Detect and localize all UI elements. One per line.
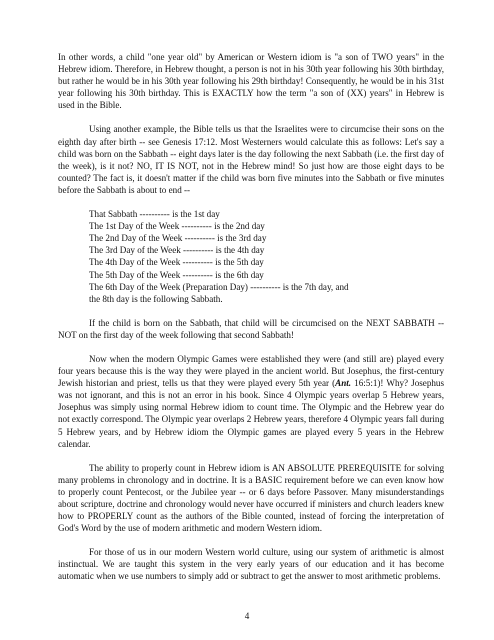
paragraph-gap — [58, 305, 444, 317]
olympic-text-start: Now when the modern Olympic Games were established they were (and still are) played every four years because this is the way they were played in the ancient world. But Josephus, the first-century Jewish historian and priest, tells us that they were played every 5th year ( — [58, 353, 444, 389]
day-count-item: the 8th day is the following Sabbath. — [89, 293, 223, 304]
paragraph-hebrew-age-idiom: In other words, a child "one year old" by American or Western idiom is "a son of TWO years" in the Hebrew idiom. Therefore, in Hebrew thought, a person is not in his 30th year following his 30th birthday, but rather he would be in his 30th year following his 29th birthday! Consequently, he would be in his 31st year following his 30th birthday. This is EXACTLY how the term "a son of (XX) years" in Hebrew is used in the Bible. — [58, 52, 444, 111]
paragraph-gap — [58, 111, 444, 123]
day-count-item: The 5th Day of the Week ---------- is the 6th day — [89, 269, 264, 280]
day-count-item: The 6th Day of the Week (Preparation Day) ---------- is the 7th day, and — [89, 281, 349, 292]
day-count-list — [58, 208, 444, 305]
paragraph-sabbath-conclusion: If the child is born on the Sabbath, that child will be circumcised on the NEXT SABBATH -- NOT on the first day of the week following that second Sabbath! — [58, 317, 444, 340]
day-count-item: That Sabbath ---------- is the 1st day — [89, 209, 220, 220]
page-number: 4 — [244, 611, 250, 621]
paragraph-gap — [58, 196, 444, 208]
day-count-item: The 3rd Day of the Week ---------- is the 4th day — [89, 245, 265, 256]
paragraph-western-arithmetic: For those of us in our modern Western world culture, using our system of arithmetic is almost instinctual. We are taught this system in the very early years of our education and it has become automatic when we use numbers to simply add or subtract to get the answer to most arithmetic problems. — [58, 547, 444, 582]
paragraph-olympic-games — [58, 353, 444, 450]
paragraph-gap — [58, 341, 444, 353]
paragraph-gap — [58, 534, 444, 546]
day-count-item: The 2nd Day of the Week ---------- is the 3rd day — [89, 233, 267, 244]
document-page — [58, 51, 444, 583]
paragraph-hebrew-idiom-prerequisite: The ability to properly count in Hebrew idiom is AN ABSOLUTE PREREQUISITE for solving many problems in chronology and in doctrine. It is a BASIC requirement before we can even know how to properly count Pentecost, or the Jubilee year -- or 6 days before Passover. Many misunderstandings about scripture, doctrine and chronology would never have occurred if ministers and church leaders knew how to PROPERLY count as the authors of the Bible counted, instead of forcing the interpretation of God's Word by the use of modern arithmetic and modern Western idiom. — [58, 462, 444, 534]
paragraph-gap — [58, 450, 444, 462]
olympic-text-end: 16:5:1)! Why? Josephus was not ignorant, and this is not an error in his book. Since 4 Olympic years overlap 5 Hebrew years, Josephus was simply using normal Hebrew idiom to count time. The Olympic and the Hebrew year do not exactly correspond. The Olympic year overlaps 2 Hebrew years, therefore 4 Olympic years fall during 5 Hebrew years, and by Hebrew idiom the Olympic games are played every 5 years in the Hebrew calendar. — [58, 378, 444, 449]
day-count-item: The 4th Day of the Week ---------- is the 5th day — [89, 257, 264, 268]
paragraph-circumcision-example: Using another example, the Bible tells us that the Israelites were to circumcise their sons on the eighth day after birth -- see Genesis 17:12. Most Westerners would calculate this as follows: Let's say a child was born on the Sabbath -- eight days later is the day following the next Sabbath (i.e. the first day of the week), is it not? NO, IT IS NOT, not in the Hebrew mind! So just how are those eight days to be counted? The fact is, it doesn't matter if the child was born five minutes into the Sabbath or five minutes before the Sabbath is about to end -- — [58, 124, 444, 195]
antiquities-citation: Ant. — [335, 378, 352, 389]
day-count-item: The 1st Day of the Week ---------- is the 2nd day — [89, 221, 265, 232]
